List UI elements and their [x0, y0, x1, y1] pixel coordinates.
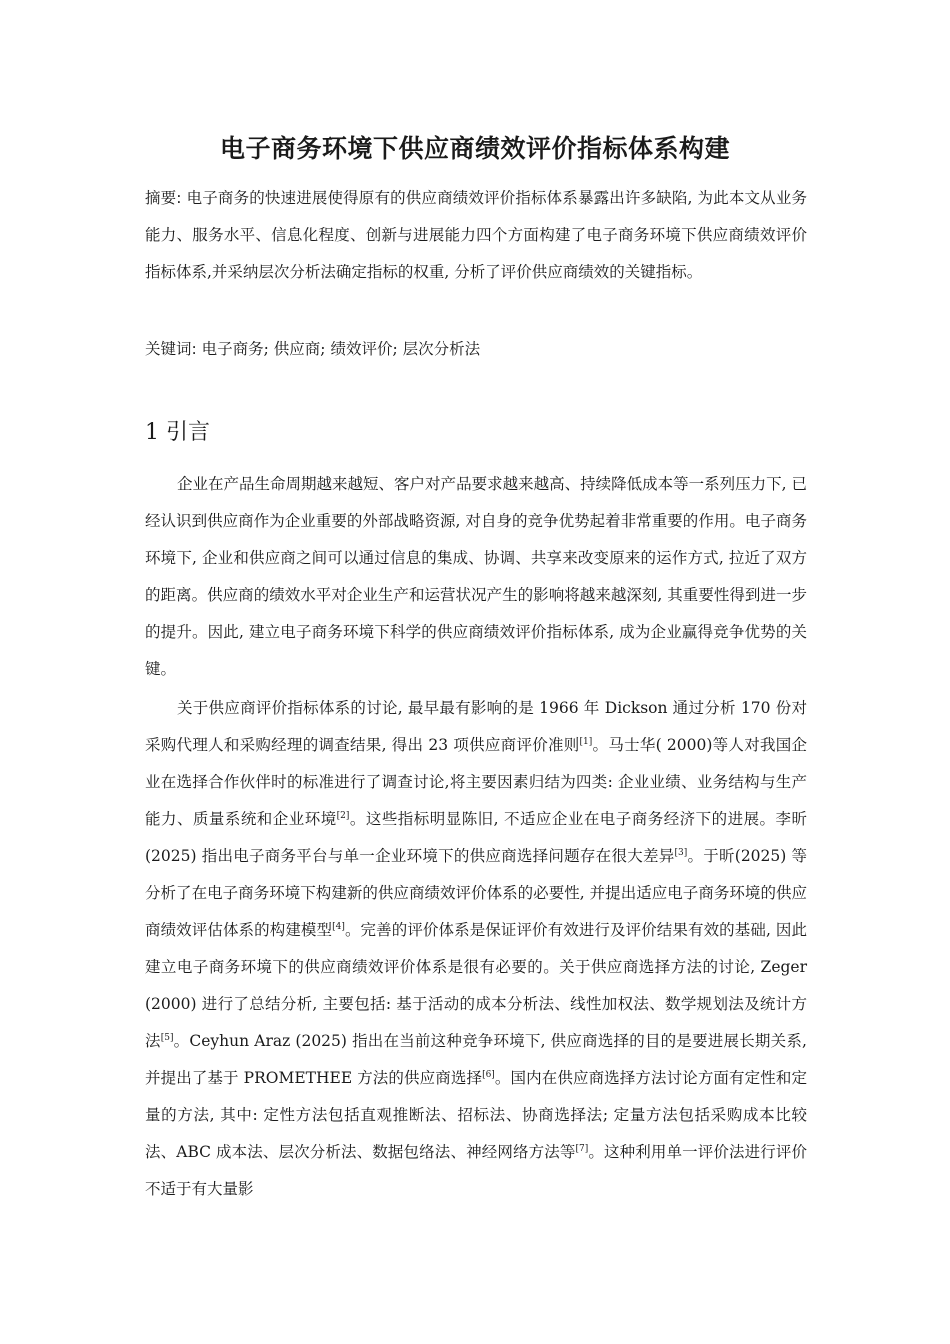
citation-3[interactable]: [3] [674, 847, 688, 858]
citation-6[interactable]: [6] [482, 1069, 495, 1080]
abstract-text: 电子商务的快速进展使得原有的供应商绩效评价指标体系暴露出许多缺陷, 为此本文从业务能力、服务水平、信息化程度、创新与进展能力四个方面构建了电子商务环境下供应商绩效评价指标体系,并采纳层次分析法确定指标的权重, 分析了评价供应商绩效的关键指标。 [145, 189, 807, 281]
keywords-label: 关键词: [145, 340, 197, 358]
citation-2[interactable]: [2] [336, 810, 350, 821]
citation-5[interactable]: [5] [160, 1032, 174, 1043]
citation-4[interactable]: [4] [332, 921, 345, 932]
paragraph-2-text-6: 。Ceyhun Araz (2025) 指出在当前这种竞争环境下, 供应商选择的目的是要进展长期关系, 并提出了基于 PROMETHEE 方法的供应商选择 [145, 1032, 807, 1087]
paragraph-2-text-4: 。于昕(2025) 等分析了在电子商务环境下构建新的供应商绩效评价体系的必要性, 并提出适应电子商务环境的供应商绩效评估体系的构建模型 [145, 847, 807, 939]
paragraph-2-text-7: 。国内在供应商选择方法讨论方面有定性和定量的方法, 其中: 定性方法包括直观推断法、招标法、协商选择法; 定量方法包括采购成本比较法、ABC 成本法、层次分析法、数据包络法、神经网络方法等 [145, 1069, 807, 1161]
abstract [145, 180, 807, 291]
paragraph-2-text-8: 。这种利用单一评价法进行评价不适于有大量影 [145, 1143, 807, 1198]
keywords [145, 331, 807, 368]
paragraph-2 [145, 690, 807, 1208]
section-heading: 1 引言 [145, 420, 210, 445]
paragraph-2-text-1: 关于供应商评价指标体系的讨论, 最早最有影响的是 1966 年 Dickson 通过分析 170 份对采购代理人和采购经理的调查结果, 得出 23 项供应商评价准则 [145, 699, 807, 754]
paragraph-2-text-3: 。这些指标明显陈旧, 不适应企业在电子商务经济下的进展。李昕(2025) 指出电子商务平台与单一企业环境下的供应商选择问题存在很大差异 [145, 810, 807, 865]
citation-1[interactable]: [1] [579, 736, 593, 747]
paragraph-2-text-5: 。完善的评价体系是保证评价有效进行及评价结果有效的基础, 因此建立电子商务环境下的供应商绩效评价体系是很有必要的。关于供应商选择方法的讨论, Zeger (2000) 进行了总结分析, 主要包括: 基于活动的成本分析法、线性加权法、数学规划法及统计方法 [145, 921, 807, 1050]
keywords-text: 电子商务; 供应商; 绩效评价; 层次分析法 [196, 340, 481, 358]
paragraph-2-text-2: 。马士华( 2000)等人对我国企业在选择合作伙伴时的标准进行了调查讨论,将主要因素归结为四类: 企业业绩、业务结构与生产能力、质量系统和企业环境 [145, 736, 808, 828]
citation-7[interactable]: [7] [575, 1143, 589, 1154]
paper-title: 电子商务环境下供应商绩效评价指标体系构建 [219, 134, 730, 163]
abstract-label: 摘要: [145, 189, 182, 207]
paragraph-1: 企业在产品生命周期越来越短、客户对产品要求越来越高、持续降低成本等一系列压力下, 已经认识到供应商作为企业重要的外部战略资源, 对自身的竞争优势起着非常重要的作用。电子商务环境下, 企业和供应商之间可以通过信息的集成、协调、共享来改变原来的运作方式, 拉近了双方的距离。供应商的绩效水平对企业生产和运营状况产生的影响将越来越深刻, 其重要性得到进一步的提升。因此, 建立电子商务环境下科学的供应商绩效评价指标体系, 成为企业赢得竞争优势的关键。 [145, 475, 807, 678]
